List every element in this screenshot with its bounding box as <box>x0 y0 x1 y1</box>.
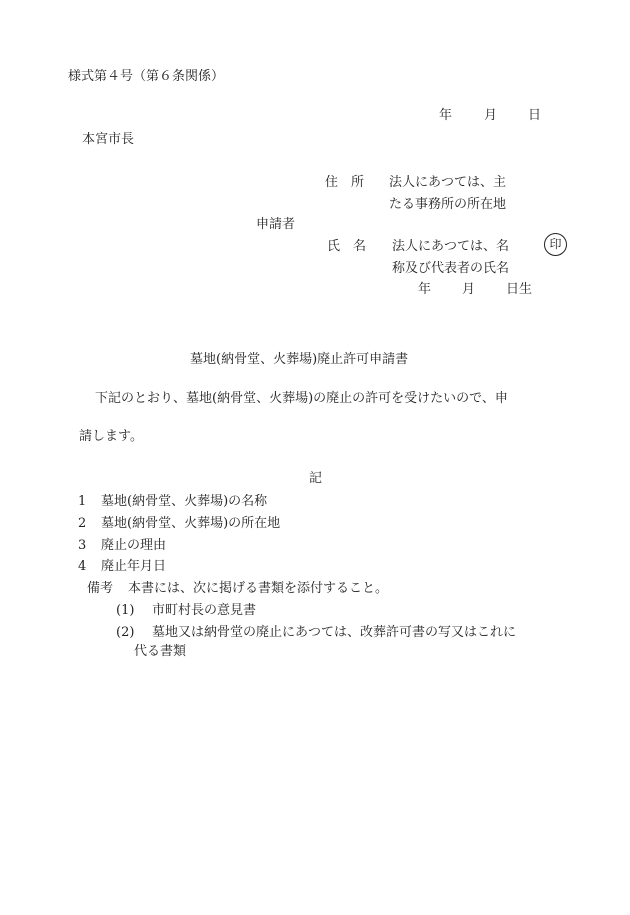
address-note-line-2: たる事務所の所在地 <box>389 197 507 212</box>
name-label: 氏 名 <box>327 239 367 254</box>
birth-year: 年 <box>418 282 432 297</box>
sub-item-text: 墓地又は納骨堂の廃止にあつては、改葬許可書の写又はこれに <box>152 625 517 640</box>
birth-month: 月 <box>462 282 476 297</box>
item-number: 2 <box>78 516 87 531</box>
name-note-line-2: 称及び代表者の氏名 <box>392 261 510 276</box>
address-label: 住 所 <box>325 175 365 190</box>
body-text-line-1: 下記のとおり、墓地(納骨堂、火葬場)の廃止の許可を受けたいので、申 <box>95 391 508 406</box>
address-note-line-1: 法人にあつては、主 <box>389 175 507 190</box>
date-month: 月 <box>484 108 498 123</box>
remarks-text: 本書には、次に掲げる書類を添付すること。 <box>128 581 389 596</box>
body-text-line-2: 請します。 <box>79 429 143 444</box>
birth-day: 日生 <box>506 282 533 297</box>
date-day: 日 <box>528 108 542 123</box>
name-note-line-1: 法人にあつては、名 <box>392 239 510 254</box>
item-text: 廃止年月日 <box>101 559 167 574</box>
item-text: 廃止の理由 <box>101 538 167 553</box>
item-text: 墓地(納骨堂、火葬場)の名称 <box>101 494 268 509</box>
addressee: 本宮市長 <box>82 132 135 147</box>
form-number: 様式第４号（第６条関係） <box>68 69 225 84</box>
date-year: 年 <box>439 108 453 123</box>
item-number: 4 <box>78 559 87 574</box>
sub-item-text-continued: 代る書類 <box>134 644 187 659</box>
seal-mark: 印 <box>544 233 567 256</box>
item-number: 3 <box>78 538 87 553</box>
document-title: 墓地(納骨堂、火葬場)廃止許可申請書 <box>190 352 409 367</box>
sub-item-number: (1) <box>116 603 135 618</box>
remarks-label: 備考 <box>87 581 114 596</box>
item-text: 墓地(納骨堂、火葬場)の所在地 <box>101 516 281 531</box>
sub-item-number: (2) <box>116 625 135 640</box>
sub-item-text: 市町村長の意見書 <box>152 603 257 618</box>
item-number: 1 <box>78 494 87 509</box>
applicant-role-label: 申請者 <box>256 217 296 232</box>
ki-heading: 記 <box>309 471 323 486</box>
